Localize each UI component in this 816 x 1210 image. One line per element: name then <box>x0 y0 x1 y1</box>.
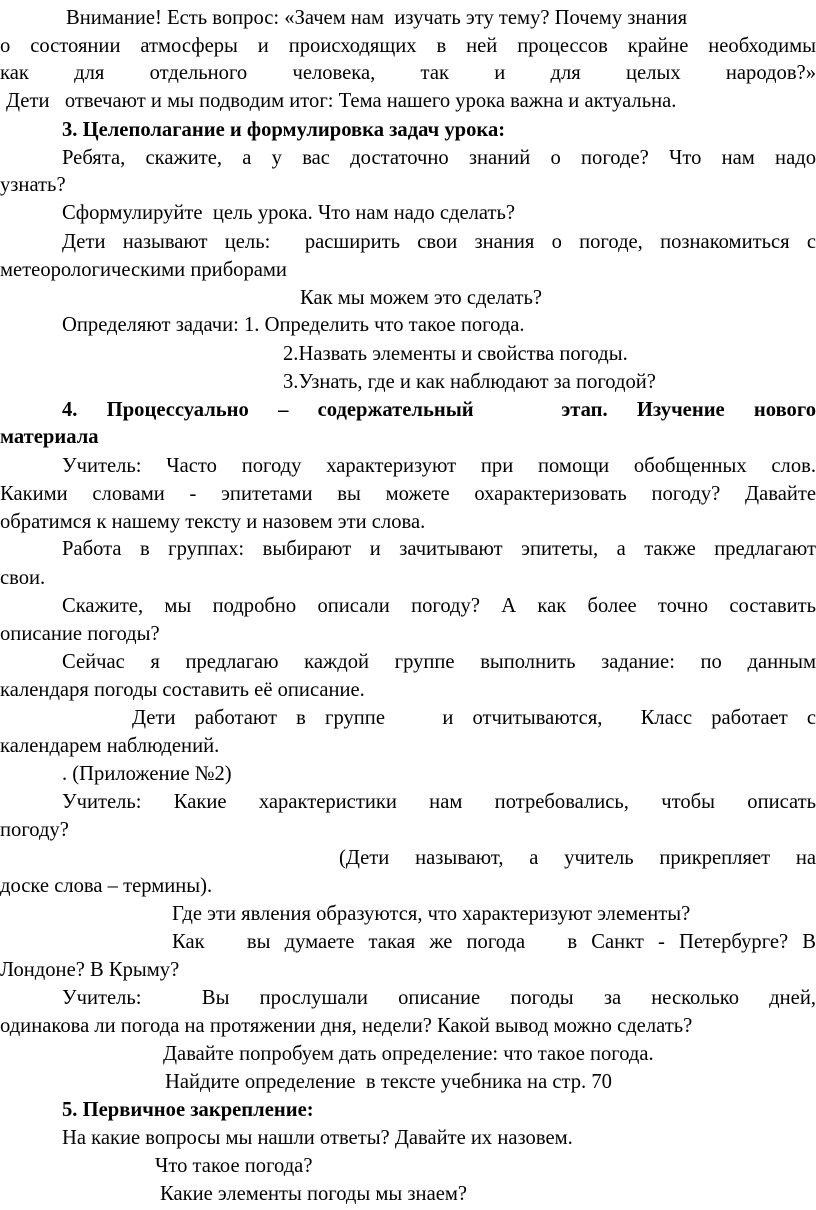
text-line: Учитель: Часто погоду характеризуют при помощи обобщенных слов. <box>62 455 816 478</box>
text-line: Дети отвечают и мы подводим итог: Тема нашего урока важна и актуальна. <box>6 90 677 113</box>
text-line: свои. <box>0 567 46 590</box>
text-line: календарем наблюдений. <box>0 734 220 757</box>
text-line: Сформулируйте цель урока. Что нам надо сделать? <box>62 202 516 225</box>
text-line: календаря погоды составить её описание. <box>0 679 365 702</box>
text-line: одинакова ли погода на протяжении дня, недели? Какой вывод можно сделать? <box>0 1015 693 1038</box>
text-line: Где эти явления образуются, что характеризуют элементы? <box>172 903 691 926</box>
section-heading: материала <box>0 426 99 449</box>
text-line: Учитель: Вы прослушали описание погоды за несколько дней, <box>62 986 816 1009</box>
text-line: о состоянии атмосферы и происходящих в ней процессов крайне необходимы <box>0 34 816 57</box>
text-line: Ребята, скажите, а у вас достаточно знаний о погоде? Что нам надо <box>62 146 816 169</box>
text-line: 3.Узнать, где и как наблюдают за погодой? <box>283 370 656 393</box>
section-heading: 4. Процессуально – содержательный этап. Изучение нового <box>62 398 816 421</box>
text-line: описание погоды? <box>0 622 160 645</box>
text-line: (Дети называют, а учитель прикрепляет на <box>339 846 816 869</box>
text-line: 2.Назвать элементы и свойства погоды. <box>283 343 628 365</box>
text-line: Как вы думаете такая же погода в Санкт - Петербурге? В <box>172 931 816 954</box>
text-line: Дети работают в группе и отчитываются, Класс работает с <box>132 707 816 729</box>
text-line: метеорологическими приборами <box>0 258 287 281</box>
text-line: Найдите определение в тексте учебника на стр. 70 <box>165 1070 612 1093</box>
text-line: Работа в группах: выбирают и зачитывают эпитеты, а также предлагают <box>62 538 816 561</box>
text-line: погоду? <box>0 819 69 841</box>
text-line: Определяют задачи: 1. Определить что такое погода. <box>62 314 525 337</box>
text-line: Какие элементы погоды мы знаем? <box>160 1183 468 1205</box>
text-line: узнать? <box>0 174 66 197</box>
text-line: . (Приложение №2) <box>62 762 232 785</box>
text-line: Как мы можем это сделать? <box>300 286 543 309</box>
section-heading: 3. Целеполагание и формулировка задач урока: <box>62 118 506 141</box>
text-line: Скажите, мы подробно описали погоду? А как более точно составить <box>62 594 816 617</box>
text-line: Дети называют цель: расширить свои знания о погоде, познакомиться с <box>62 231 816 253</box>
text-line: доске слова – термины). <box>0 874 213 897</box>
text-line: На какие вопросы мы нашли ответы? Давайте их назовем. <box>62 1127 573 1150</box>
text-line: Какими словами - эпитетами вы можете охарактеризовать погоду? Давайте <box>0 482 816 505</box>
text-line: Учитель: Какие характеристики нам потребовались, чтобы описать <box>62 791 816 814</box>
text-line: Давайте попробуем дать определение: что такое погода. <box>163 1043 654 1066</box>
text-line: Внимание! Есть вопрос: «Зачем нам изучать эту тему? Почему знания <box>66 6 688 29</box>
text-line: Лондоне? В Крыму? <box>0 958 180 981</box>
text-line: Сейчас я предлагаю каждой группе выполнить задание: по данным <box>62 650 816 673</box>
section-heading: 5. Первичное закрепление: <box>62 1098 314 1121</box>
text-line: как для отдельного человека, так и для целых народов?» <box>0 62 816 85</box>
text-line: обратимся к нашему тексту и назовем эти слова. <box>0 510 426 533</box>
text-line: Что такое погода? <box>155 1155 313 1178</box>
